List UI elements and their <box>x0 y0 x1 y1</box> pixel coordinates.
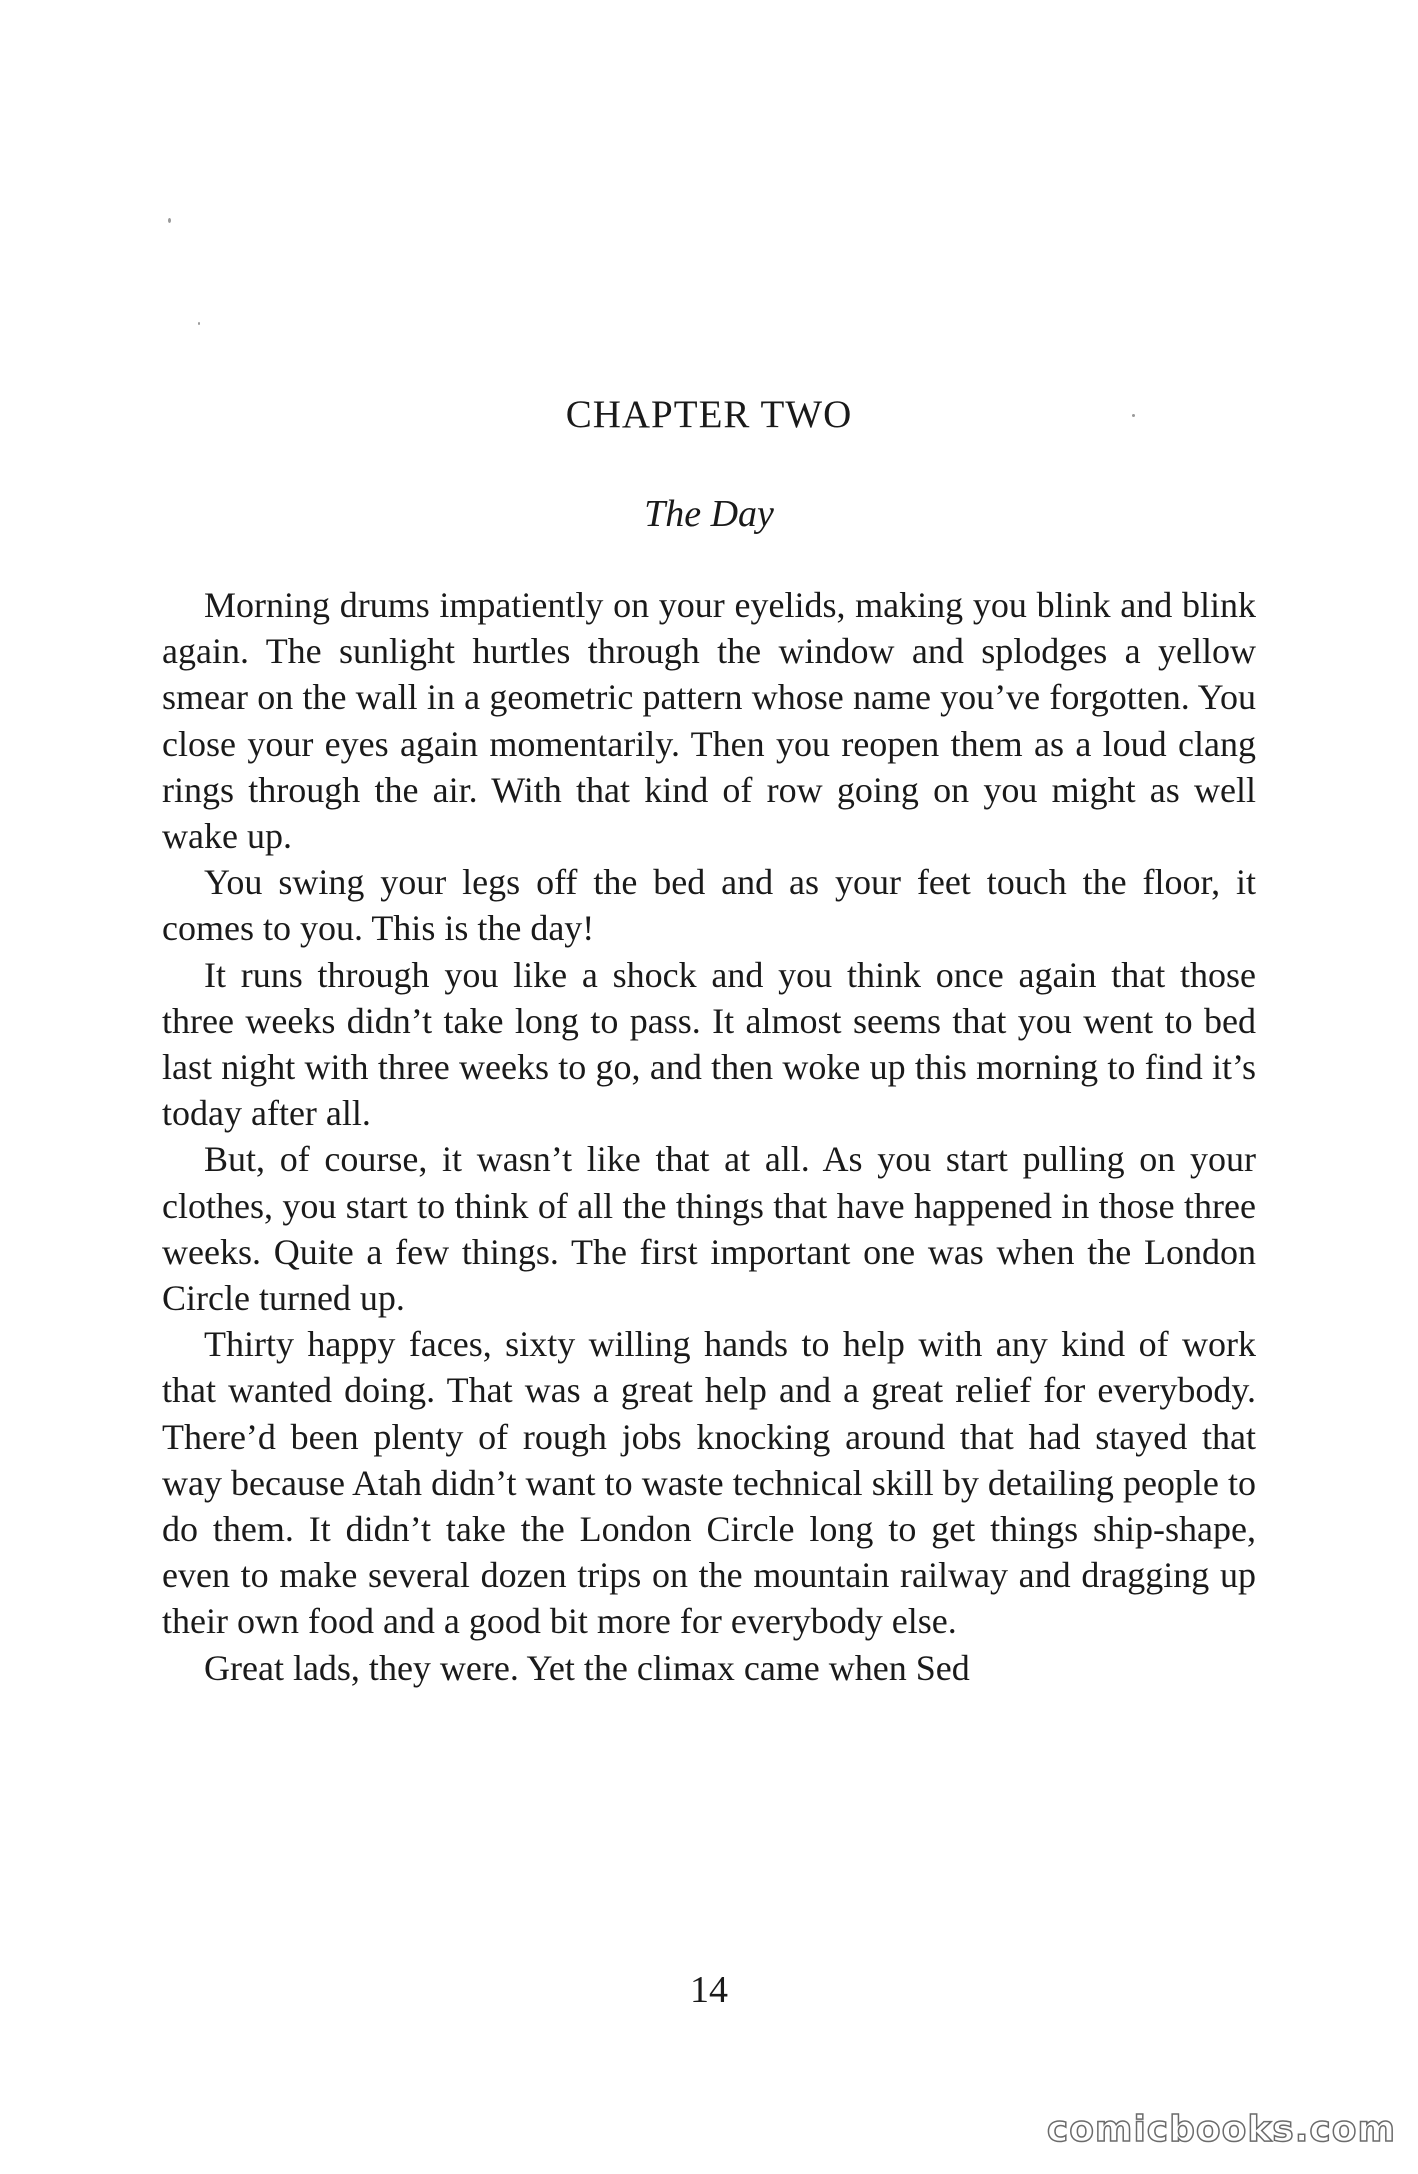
paragraph: You swing your legs off the bed and as your feet touch the floor, it comes to you. This is the day! <box>162 862 1256 949</box>
paragraph: But, of course, it wasn’t like that at all. As you start pulling on your clothes, you start to think of all the things that have happened in those three weeks. Quite a few things. The first important one was when the London Circle turned up. <box>162 1139 1256 1319</box>
paragraph: Great lads, they were. Yet the climax came when Sed <box>204 1647 970 1688</box>
page-number: 14 <box>690 1969 728 2011</box>
chapter-title: The Day <box>644 493 774 535</box>
paragraph: It runs through you like a shock and you think once again that those three weeks didn’t take long to pass. It almost seems that you went to bed last night with three weeks to go, and then woke up this morning to find it’s today after all. <box>162 954 1256 1134</box>
paragraph: Morning drums impatiently on your eyelids, making you blink and blink again. The sunlight hurtles through the window and splodges a yellow smear on the wall in a geometric pattern whose name you’ve forgotten. You close your eyes again momentarily. Then you reopen them as a loud clang rings through the air. With that kind of row going on you might as well wake up. <box>162 585 1256 857</box>
paper-speck <box>198 322 200 325</box>
paper-speck <box>168 218 171 223</box>
chapter-heading: CHAPTER TWO <box>565 393 853 436</box>
body-text <box>162 582 1256 1691</box>
watermark-logo: comicbooks.com <box>1046 2109 1396 2150</box>
paragraph: Thirty happy faces, sixty willing hands to help with any kind of work that wanted doing. That was a great help and a great relief for everybody. There’d been plenty of rough jobs knocking around that had stayed that way because Atah didn’t want to waste technical skill by detailing people to do them. It didn’t take the London Circle long to get things ship-shape, even to make several dozen trips on the mountain railway and dragging up their own food and a good bit more for everybody else. <box>162 1324 1256 1642</box>
